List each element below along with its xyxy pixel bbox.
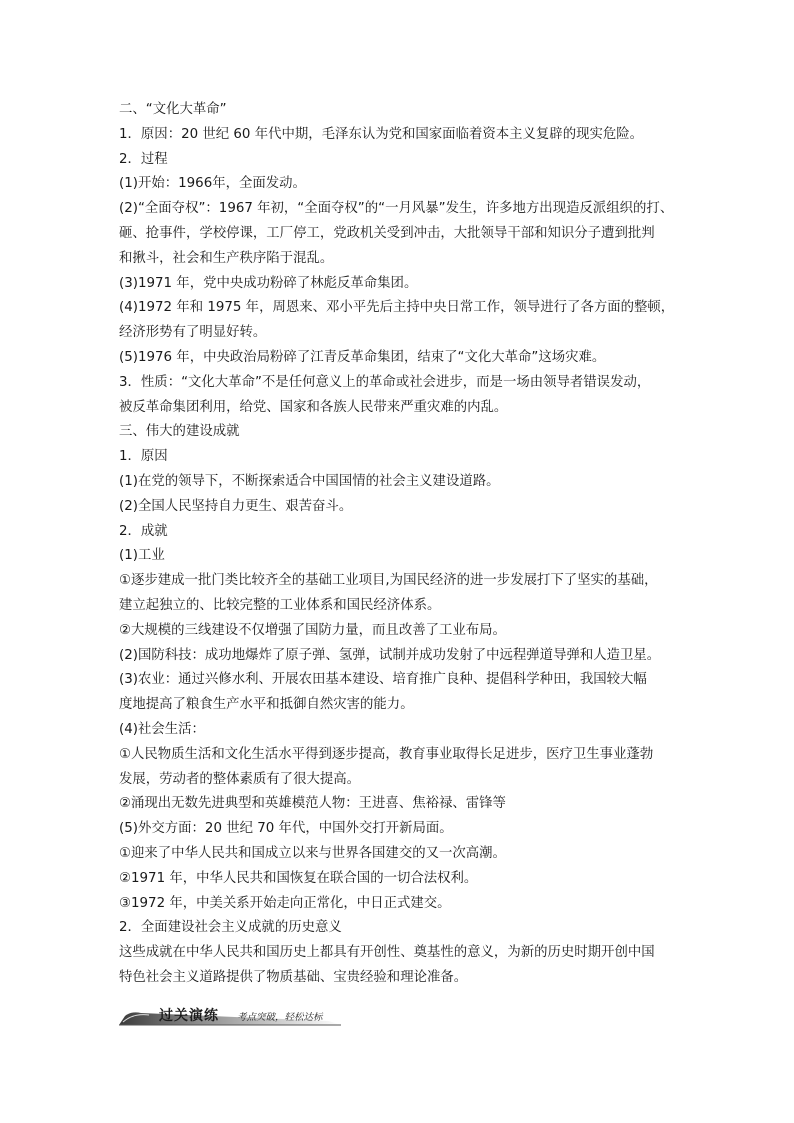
text-line: 度地提高了粮食生产水平和抵御自然灾害的能力。 — [119, 697, 414, 713]
banner-subtitle: 考点突破，轻松达标 — [237, 1012, 323, 1023]
subheading: 2．过程 — [119, 151, 168, 167]
text-line: 砸、抢事件，学校停课，工厂停工，党政机关受到冲击，大批领导干部和知识分子遭到批判 — [119, 225, 655, 241]
text-line: (5)1976 年，中央政治局粉碎了江青反革命集团，结束了“文化大革命”这场灾难。 — [119, 349, 606, 365]
text-line: (2)全国人民坚持自力更生、艰苦奋斗。 — [119, 498, 353, 514]
text-line: 这些成就在中华人民共和国历史上都具有开创性、奠基性的意义，为新的历史时期开创中国 — [119, 945, 655, 961]
text-line: 发展，劳动者的整体素质有了很大提高。 — [119, 771, 361, 787]
text-line: (5)外交方面：20 世纪 70 年代，中国外交打开新局面。 — [119, 821, 453, 837]
text-line: ①迎来了中华人民共和国成立以来与世界各国建交的又一次高潮。 — [119, 845, 506, 861]
text-line: ③1972 年，中美关系开始走向正常化，中日正式建交。 — [119, 895, 451, 911]
text-line: (2)“全面夺权”：1967 年初，“全面夺权”的“一月风暴”发生，许多地方出现造反派组织的打、 — [119, 201, 674, 217]
text-line: 建立起独立的、比较完整的工业体系和国民经济体系。 — [119, 597, 441, 613]
text-line: (1)在党的领导下，不断探索适合中国国情的社会主义建设道路。 — [119, 473, 500, 489]
section-heading: 三、伟大的建设成就 — [119, 424, 240, 440]
text-line: (2)国防科技：成功地爆炸了原子弹、氢弹，试制并成功发射了中远程弹道导弹和人造卫星。 — [119, 647, 661, 663]
text-line: 经济形势有了明显好转。 — [119, 325, 267, 341]
text-line: 3．性质：“文化大革命”不是任何意义上的革命或社会进步，而是一场由领导者错误发动， — [119, 374, 651, 390]
text-line: (1)开始：1966年，全面发动。 — [119, 176, 306, 192]
subheading: 2．全面建设社会主义成就的历史意义 — [119, 920, 342, 936]
text-line: 1．原因：20 世纪 60 年代中期，毛泽东认为党和国家面临着资本主义复辟的现实危险。 — [119, 126, 644, 142]
text-line: (4)1972 年和 1975 年，周恩来、邓小平先后主持中央日常工作，领导进行了各方面的整顿， — [119, 300, 675, 316]
subheading: 1．原因 — [119, 449, 168, 465]
text-line: 特色社会主义道路提供了物质基础、宝贵经验和理论准备。 — [119, 969, 468, 985]
text-line: 和揪斗，社会和生产秩序陷于混乱。 — [119, 250, 334, 266]
document-body — [119, 98, 689, 991]
text-line: (1)工业 — [119, 548, 165, 564]
text-line: ②大规模的三线建设不仅增强了国防力量，而且改善了工业布局。 — [119, 622, 506, 638]
text-line: ②涌现出无数先进典型和英雄模范人物：王进喜、焦裕禄、雷锋等 — [119, 796, 506, 812]
text-line: 被反革命集团利用，给党、国家和各族人民带来严重灾难的内乱。 — [119, 399, 508, 415]
section-heading: 二、“文化大革命” — [119, 102, 227, 117]
banner-title: 过关演练 — [159, 1008, 219, 1024]
text-line: (3)农业：通过兴修水利、开展农田基本建设、培育推广良种、提倡科学种田，我国较大幅 — [119, 672, 647, 688]
text-line: (3)1971 年，党中央成功粉碎了林彪反革命集团。 — [119, 275, 418, 291]
subheading: 2．成就 — [119, 523, 168, 539]
practice-banner — [119, 1007, 341, 1027]
text-line: ①逐步建成一批门类比较齐全的基础工业项目,为国民经济的进一步发展打下了坚实的基础， — [119, 573, 658, 589]
text-line: ①人民物质生活和文化生活水平得到逐步提高，教育事业取得长足进步，医疗卫生事业蓬勃 — [119, 746, 654, 762]
text-line: ②1971 年，中华人民共和国恢复在联合国的一切合法权利。 — [119, 870, 478, 886]
text-line: (4)社会生活： — [119, 721, 205, 737]
